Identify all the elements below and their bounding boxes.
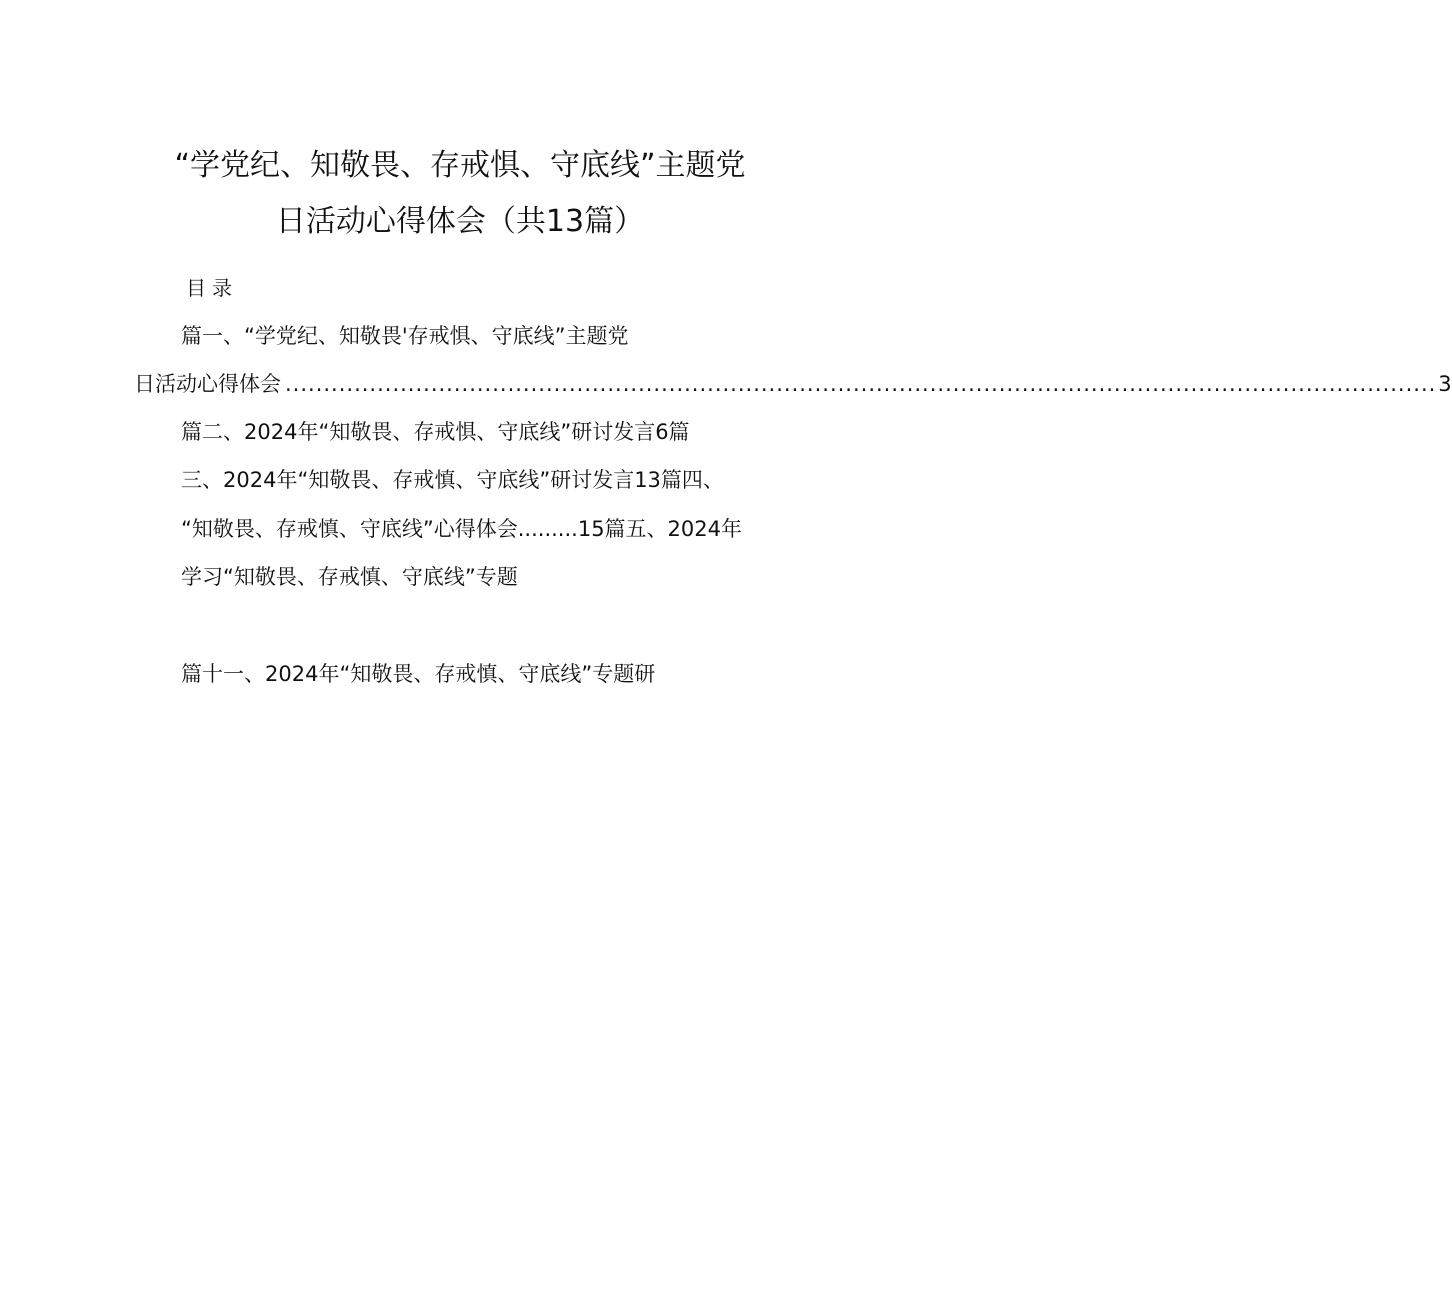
toc-dot-leader: ...................................................................................................................................................... xyxy=(285,372,1437,396)
toc-heading: 目录 xyxy=(186,276,238,300)
toc-page-number: 3 xyxy=(1438,372,1452,396)
toc-entry-5: 学习“知敬畏、存戒慎、守底线”专题 xyxy=(181,565,518,589)
toc-entry-text: 日活动心得体会 xyxy=(134,372,281,396)
toc-entry-1: 篇一、“学党纪、知敬畏'存戒惧、守底线”主题党 xyxy=(181,324,629,348)
toc-entry-11: 篇十一、2024年“知敬畏、存戒慎、守底线”专题研 xyxy=(181,662,656,686)
toc-entry-2: 篇二、2024年“知敬畏、存戒惧、守底线”研讨发言6篇 xyxy=(181,420,690,444)
document-title-line-1: “学党纪、知敬畏、存戒惧、守底线”主题党 xyxy=(174,148,746,183)
toc-entry-1-continuation xyxy=(134,369,1452,399)
toc-entry-3: 三、2024年“知敬畏、存戒慎、守底线”研讨发言13篇四、 xyxy=(181,468,724,492)
toc-entry-4: “知敬畏、存戒慎、守底线”心得体会.........15篇五、2024年 xyxy=(181,517,742,541)
document-title-line-2: 日活动心得体会（共13篇） xyxy=(275,204,645,239)
